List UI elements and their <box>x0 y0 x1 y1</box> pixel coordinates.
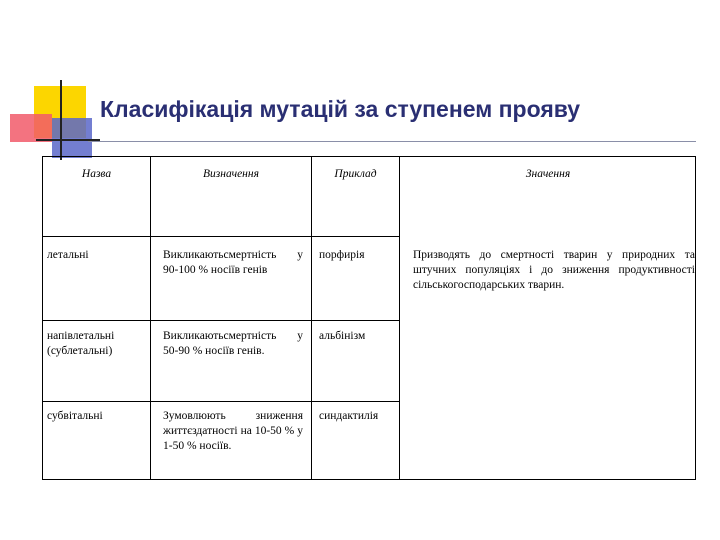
row-lethal-name: летальні <box>47 249 89 261</box>
row-subvital-example: синдактилія <box>319 410 379 422</box>
column-divider <box>311 157 312 479</box>
decor-blue-square <box>52 118 92 158</box>
decor-vertical-line <box>60 80 62 160</box>
row-divider <box>43 236 399 237</box>
mutation-classification-table <box>42 156 696 480</box>
row-lethal-definition: Викликаютьсмертність у 90-100 % носіїв генів <box>163 249 303 276</box>
title-underline <box>88 141 696 142</box>
row-semilethal-name: напівлетальні (сублетальні) <box>47 330 115 357</box>
row-semilethal-definition: Викликаютьсмертність у 50-90 % носіїв генів. <box>163 330 303 357</box>
decor-pink-block <box>10 114 52 142</box>
column-divider <box>150 157 151 479</box>
row-lethal-example: порфирія <box>319 249 365 261</box>
column-divider <box>399 157 400 479</box>
header-example: Приклад <box>334 168 377 180</box>
row-semilethal-example: альбінізм <box>319 330 366 342</box>
header-definition: Визначення <box>203 168 259 180</box>
header-name: Назва <box>81 168 112 180</box>
slide-title: Класифікація мутацій за ступенем прояву <box>100 96 581 122</box>
row-divider <box>43 401 399 402</box>
row-subvital-name: субвітальні <box>47 410 103 422</box>
row-subvital-definition: Зумовлюють зниження життєздатності на 10-50 % у 1-50 % носіїв. <box>163 410 303 452</box>
row-divider <box>43 320 399 321</box>
significance-text: Призводять до смертності тварин у природних та штучних популяціях і до зниження продуктивності сільськогосподарських тварин. <box>413 249 695 291</box>
header-significance: Значення <box>525 168 571 180</box>
